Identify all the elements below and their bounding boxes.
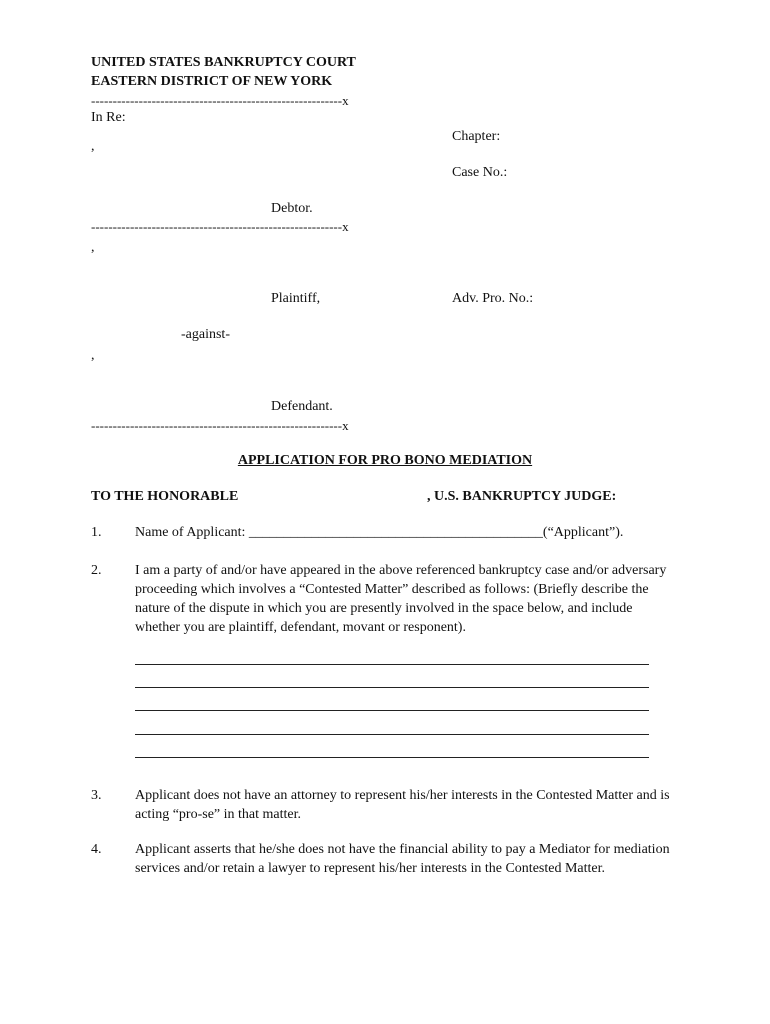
caption-divider-middle: ----------------------------------------------------------x xyxy=(91,219,349,234)
address-honorable: TO THE HONORABLE xyxy=(91,489,239,504)
defendant-name-comma: , xyxy=(91,348,95,363)
applicant-name-field[interactable]: Name of Applicant: __________________________________________(“Applicant”). xyxy=(135,525,624,540)
adversary-proceeding-number-label: Adv. Pro. No.: xyxy=(452,291,534,306)
document-title: APPLICATION FOR PRO BONO MEDIATION xyxy=(237,453,533,468)
debtor-label: Debtor. xyxy=(271,201,313,216)
item-number-4: 4. xyxy=(91,842,102,857)
case-number-label: Case No.: xyxy=(452,165,508,180)
debtor-name-comma: , xyxy=(91,139,95,154)
caption-divider-bottom: ----------------------------------------------------------x xyxy=(91,418,349,433)
plaintiff-name-comma: , xyxy=(91,240,95,255)
financial-inability-statement: Applicant asserts that he/she does not have the financial ability to pay a Mediator for mediation services and/or retain a lawyer to represent his/her interests in the Contested Matter. xyxy=(135,842,670,876)
court-name-line1: UNITED STATES BANKRUPTCY COURT xyxy=(91,55,356,70)
dispute-description-line-3[interactable] xyxy=(135,710,649,711)
item-number-2: 2. xyxy=(91,563,102,578)
address-judge: , U.S. BANKRUPTCY JUDGE: xyxy=(427,489,617,504)
dispute-description-line-2[interactable] xyxy=(135,687,649,688)
court-name xyxy=(91,53,356,91)
against-label: -against- xyxy=(181,327,230,342)
item-number-3: 3. xyxy=(91,788,102,803)
chapter-label: Chapter: xyxy=(452,129,501,144)
dispute-description-line-1[interactable] xyxy=(135,664,649,665)
contested-matter-statement: I am a party of and/or have appeared in the above referenced bankruptcy case and/or adversary proceeding which involves a “Contested Matter” described as follows: (Briefly describe the nature of the dispute in which you are presently involved in the space below, and include whether you are plaintiff, defendant, movant or responent). xyxy=(135,563,667,635)
item-number-1: 1. xyxy=(91,525,102,540)
dispute-description-line-5[interactable] xyxy=(135,757,649,758)
caption-divider-top: ----------------------------------------------------------x xyxy=(91,93,349,108)
dispute-description-line-4[interactable] xyxy=(135,734,649,735)
court-district-line: EASTERN DISTRICT OF NEW YORK xyxy=(91,74,333,89)
pro-se-statement: Applicant does not have an attorney to represent his/her interests in the Contested Matter and is acting “pro-se” in that matter. xyxy=(135,788,670,822)
defendant-label: Defendant. xyxy=(271,399,333,414)
plaintiff-label: Plaintiff, xyxy=(271,291,321,306)
in-re-label: In Re: xyxy=(91,110,126,125)
